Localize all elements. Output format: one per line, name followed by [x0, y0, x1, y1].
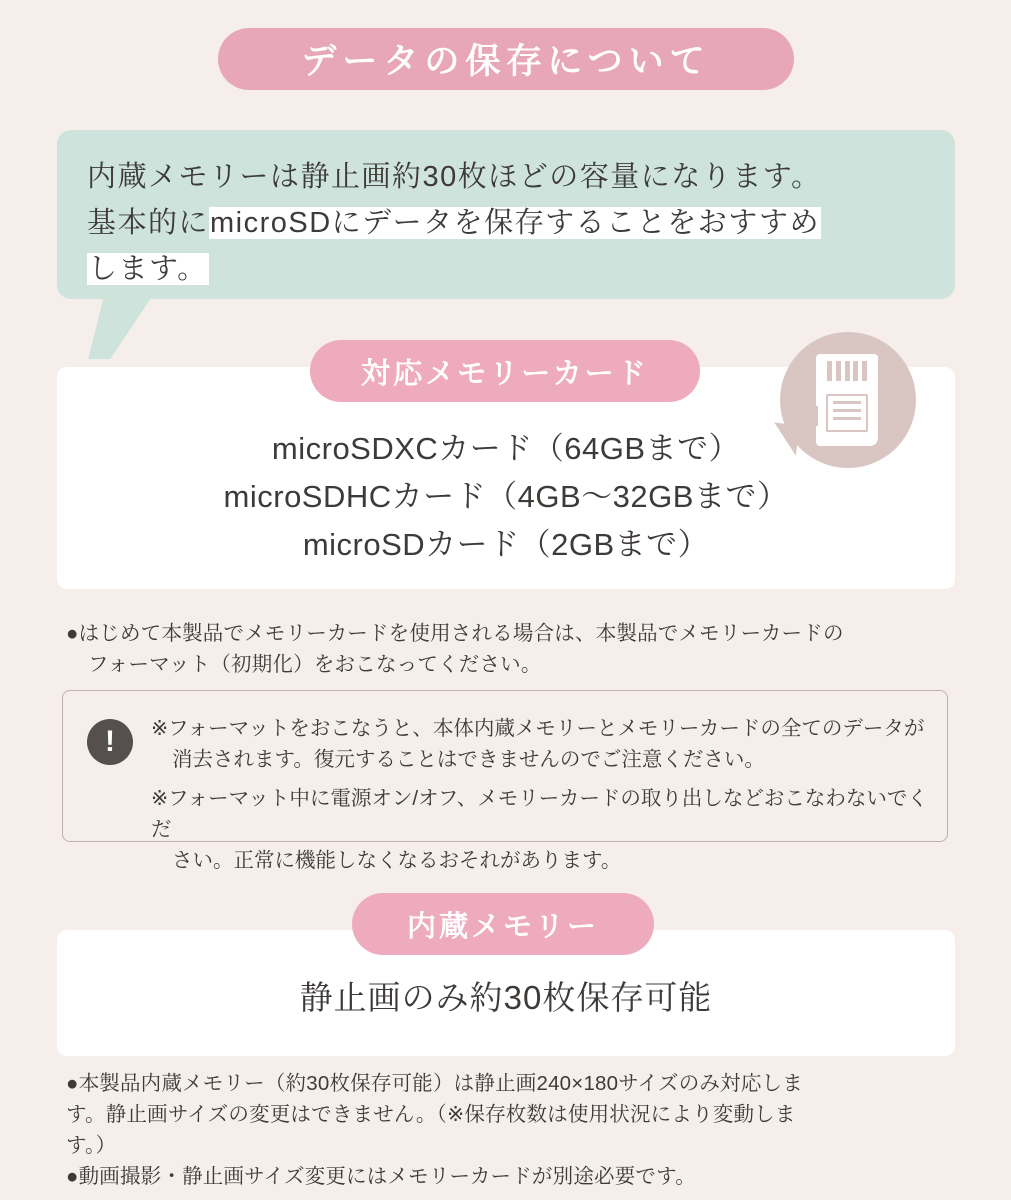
caution-text [151, 713, 931, 884]
caution-item-1-line-2: 消去されます。復元することはできませんのでご注意ください。 [172, 748, 765, 771]
intro-callout [57, 130, 955, 299]
caution-box [62, 690, 948, 872]
caution-item-2-line-1: ※フォーマット中に電源オン/オフ、メモリーカードの取り出しなどおこなわないでくだ [151, 787, 928, 841]
page-title-label: データの保存について [301, 42, 711, 81]
intro-line-2-a: 基本的に [87, 207, 210, 239]
list-item: microSDカード（2GBまで） [302, 527, 710, 562]
note-format-line-1: ●はじめて本製品でメモリーカードを使用される場合は、本製品でメモリーカードの [66, 622, 844, 645]
microsd-card-icon [780, 332, 916, 468]
caution-item-1-line-1: ※フォーマットをおこなうと、本体内蔵メモリーとメモリーカードの全てのデータが [151, 717, 925, 740]
note-format [66, 618, 956, 680]
intro-line-3 [87, 246, 925, 292]
internal-memory-heading-label: 内蔵メモリー [406, 910, 599, 943]
note-internal-line-4: ●動画撮影・静止画サイズ変更にはメモリーカードが別途必要です。 [66, 1165, 696, 1188]
microsd-pins-icon [827, 361, 867, 381]
intro-line-3-highlight: します。 [88, 253, 208, 285]
list-item: microSDHCカード（4GB〜32GBまで） [223, 479, 789, 514]
note-internal-line-2: す。静止画サイズの変更はできません。（※保存枚数は使用状況により変動しま [66, 1103, 796, 1126]
page-title [218, 28, 794, 90]
supported-card-heading [310, 340, 700, 402]
microsd-label-icon [826, 394, 868, 432]
internal-memory-headline: 静止画のみ約30枚保存可能 [299, 979, 713, 1016]
caution-item-2-line-2: さい。正常に機能しなくなるおそれがあります。 [172, 849, 622, 872]
caution-item-2 [151, 783, 931, 876]
intro-line-1-a: 内蔵メモリーは静止画約 [87, 161, 423, 193]
list-item: microSDXCカード（64GBまで） [271, 431, 741, 466]
internal-memory-heading [352, 893, 654, 955]
microsd-card-body-icon [816, 354, 878, 446]
exclamation-icon: ! [87, 719, 133, 765]
callout-tail-icon [88, 297, 151, 359]
intro-line-2 [87, 200, 925, 246]
note-internal-memory [66, 1068, 956, 1192]
note-format-line-2: フォーマット（初期化）をおこなってください。 [88, 653, 542, 676]
caution-item-1 [151, 713, 931, 775]
note-internal-line-1: ●本製品内蔵メモリー（約30枚保存可能）は静止画240×180サイズのみ対応しま [66, 1072, 803, 1095]
intro-line-2-highlight: microSDにデータを保存することをおすすめ [210, 207, 820, 239]
supported-card-heading-label: 対応メモリーカード [361, 357, 649, 390]
intro-line-1 [87, 154, 925, 200]
intro-line-1-b: 30枚ほどの容量になります。 [422, 161, 822, 193]
note-internal-line-3: す。） [66, 1134, 117, 1157]
